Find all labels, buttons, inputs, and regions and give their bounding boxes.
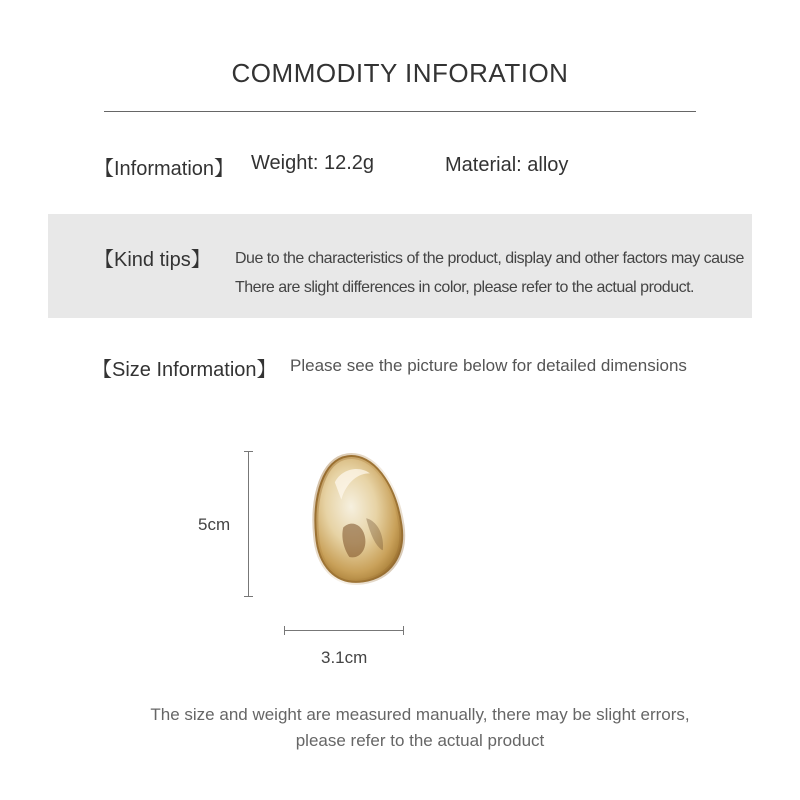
information-label: 【Information】 <box>94 158 235 180</box>
height-tick-top <box>244 451 253 452</box>
height-tick-bottom <box>244 596 253 597</box>
width-tick-right <box>403 626 404 635</box>
height-dimension-label: 5cm <box>198 515 231 534</box>
title-divider <box>104 111 696 112</box>
earring-image <box>296 450 416 590</box>
measurement-note-line-2: please refer to the actual product <box>295 731 545 750</box>
kind-tips-line-2: There are slight differences in color, please refer to the actual product. <box>235 279 694 296</box>
kind-tips-label: 【Kind tips】 <box>94 249 211 271</box>
width-dimension-line <box>284 630 404 631</box>
width-tick-left <box>284 626 285 635</box>
material-value: Material: alloy <box>445 154 569 176</box>
size-information-label: 【Size Information】 <box>92 359 277 381</box>
measurement-note <box>0 702 800 754</box>
page-title: COMMODITY INFORATION <box>231 58 569 88</box>
width-dimension-label: 3.1cm <box>321 648 368 667</box>
height-dimension-line <box>248 451 249 596</box>
kind-tips-text <box>235 244 744 302</box>
size-description: Please see the picture below for detailed dimensions <box>290 356 687 375</box>
measurement-note-line-1: The size and weight are measured manually, there may be slight errors, <box>150 705 690 724</box>
weight-value: Weight: 12.2g <box>251 152 375 174</box>
kind-tips-line-1: Due to the characteristics of the product, display and other factors may cause <box>235 250 744 267</box>
